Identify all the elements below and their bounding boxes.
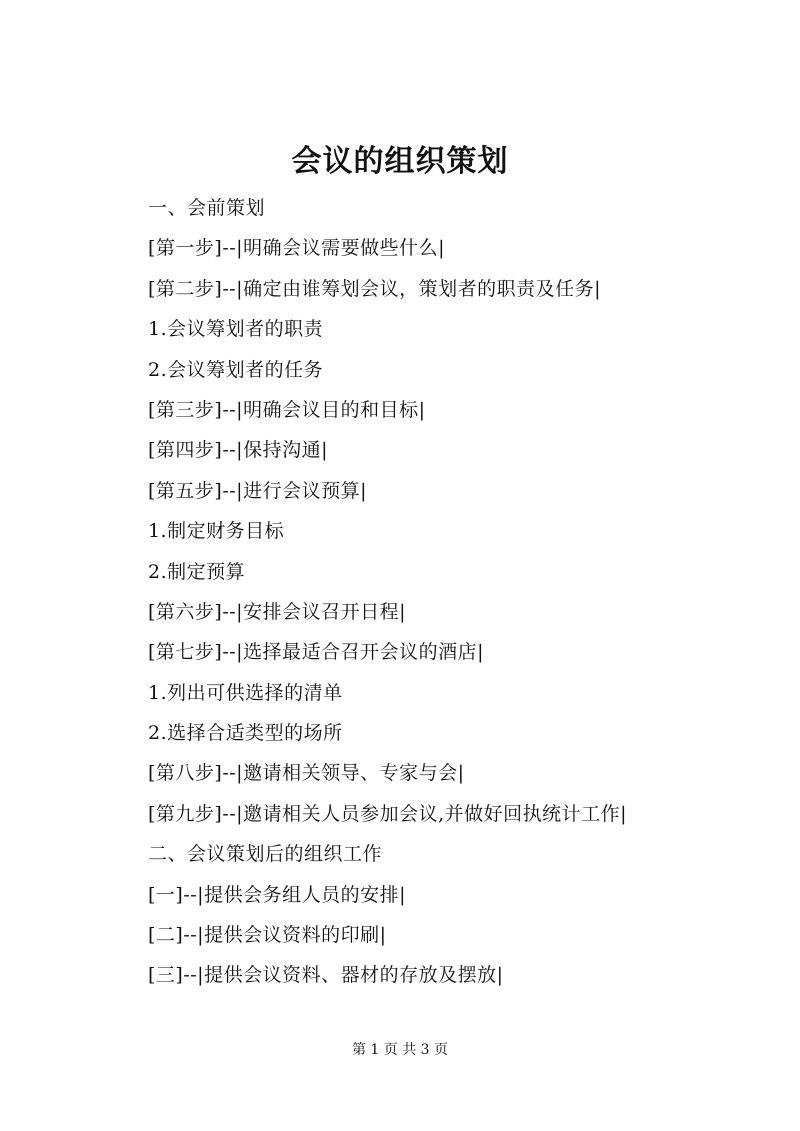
document-body	[148, 188, 768, 996]
sub-item-line: 2.选择合适类型的场所	[148, 722, 343, 745]
step-line: [第四步]--|保持沟通|	[148, 439, 328, 462]
sub-item-line: 2.会议筹划者的任务	[148, 358, 324, 381]
task-line: [二]--|提供会议资料的印刷|	[148, 924, 387, 947]
step-line: [第二步]--|确定由谁筹划会议，策划者的职责及任务|	[148, 277, 601, 300]
sub-item-line: 1.制定财务目标	[148, 520, 285, 543]
page-title: 会议的组织策划	[291, 144, 509, 179]
step-line: [第五步]--|进行会议预算|	[148, 479, 367, 502]
step-line: [第一步]--|明确会议需要做些什么|	[148, 237, 445, 260]
step-line: [第七步]--|选择最适合召开会议的酒店|	[148, 641, 484, 664]
step-line: [第三步]--|明确会议目的和目标|	[148, 398, 426, 421]
step-line: [第八步]--|邀请相关领导、专家与会|	[148, 762, 465, 785]
page-footer: 第 1 页 共 3 页	[351, 1042, 449, 1058]
sub-item-line: 1.会议筹划者的职责	[148, 318, 324, 341]
step-line: [第六步]--|安排会议召开日程|	[148, 600, 406, 623]
task-line: [三]--|提供会议资料、器材的存放及摆放|	[148, 964, 504, 987]
task-line: [一]--|提供会务组人员的安排|	[148, 883, 406, 906]
step-line: [第九步]--|邀请相关人员参加会议,并做好回执统计工作|	[148, 802, 628, 825]
sub-item-line: 1.列出可供选择的清单	[148, 681, 343, 704]
sub-item-line: 2.制定预算	[148, 560, 246, 583]
section-heading: 二、会议策划后的组织工作	[148, 843, 383, 866]
section-heading: 一、会前策划	[148, 197, 266, 219]
